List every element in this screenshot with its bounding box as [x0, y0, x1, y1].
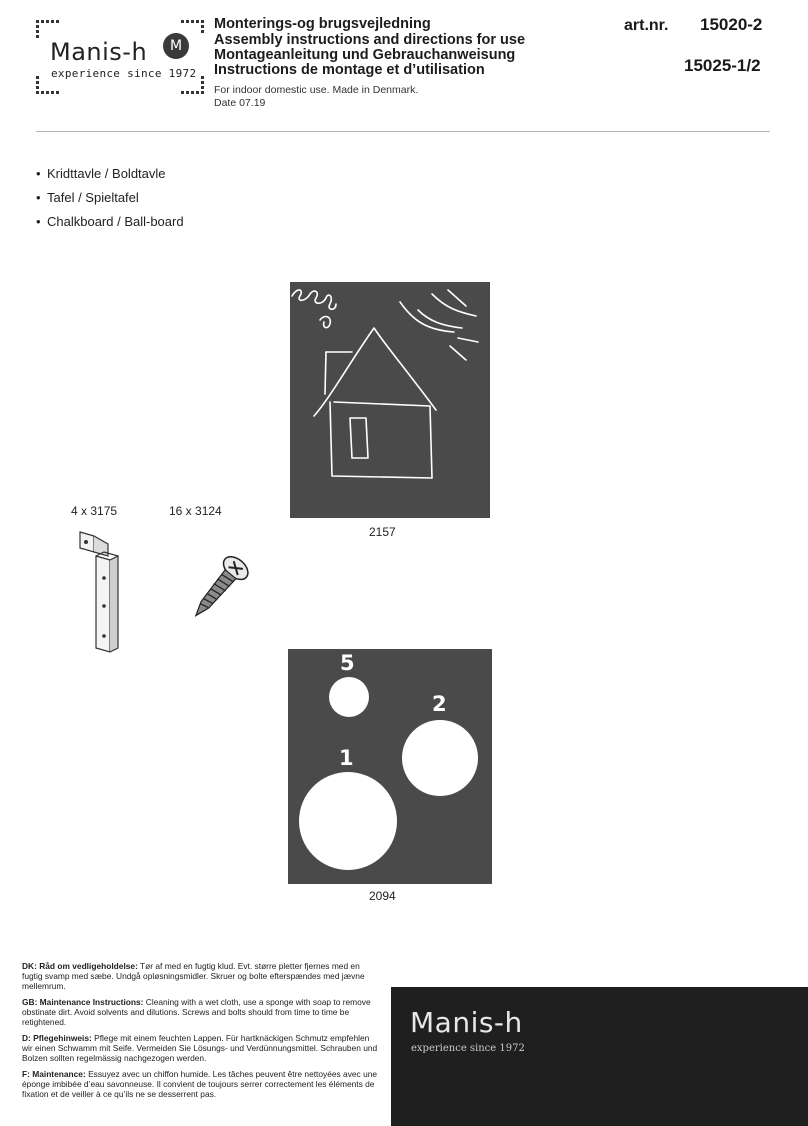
bracket-icon: [74, 530, 128, 661]
art-label: art.nr.: [624, 17, 669, 34]
maintenance-text: Essuyez avec un chiffon humide. Les tâches peuvent être nettoyées avec une éponge imbibée d’eau savonneuse. Il convient de toujours serrer correctement les éléments de fixation et de veiller à ce qu’ils ne se desserrent pas.: [22, 1069, 378, 1099]
art-number-2: 15025-1/2: [684, 56, 761, 75]
maintenance-dk: [22, 961, 382, 991]
logo-tagline: experience since 1972: [51, 67, 197, 80]
product-label: Tafel / Spieltafel: [47, 190, 139, 205]
chalkboard-code: 2157: [369, 525, 396, 539]
maintenance-fr: [22, 1069, 382, 1099]
date-note: Date 07.19: [214, 97, 266, 109]
product-item: • Chalkboard / Ball-board: [36, 214, 184, 229]
title-de: Montageanleitung und Gebrauchanweisung: [214, 47, 516, 63]
target-circles: [288, 649, 492, 884]
title-fr: Instructions de montage et d’utilisation: [214, 62, 485, 78]
art-number-1: 15020-2: [700, 15, 763, 34]
maintenance-heading: GB: Maintenance Instructions:: [22, 997, 144, 1007]
bracket-label: 4 x 3175: [71, 504, 118, 518]
product-item: • Tafel / Spieltafel: [36, 190, 139, 205]
product-item: • Kridttavle / Boldtavle: [36, 166, 166, 181]
ball-number-5: 5: [340, 651, 355, 675]
maintenance-text: Tør af med en fugtig klud. Evt. større pletter fjernes med en fugtig svamp med sæbe. Undgå opløsningsmidler. Skruer og bolte efterspændes med jævne mellemrum.: [22, 961, 365, 991]
maintenance-text: Pflege mit einem feuchten Lappen. Für hartknäckigen Schmutz empfehlen wir einen Schwamm mit Seife. Vermeiden Sie Lösungs- und Verdünnungsmittel. Schrauben und Bolzen sollten regelmässig nachgezogen werden.: [22, 1033, 378, 1063]
footer-tagline: experience since 1972: [411, 1043, 525, 1054]
ball-number-2: 2: [432, 692, 447, 716]
ball-number-1: 1: [339, 746, 354, 770]
maintenance-de: [22, 1033, 382, 1063]
ballboard-illustration: [288, 649, 492, 884]
screw-label: 16 x 3124: [169, 504, 222, 518]
ballboard-code: 2094: [369, 889, 396, 903]
usage-note: For indoor domestic use. Made in Denmark.: [214, 84, 419, 96]
house-drawing: [290, 282, 490, 518]
header-divider: [36, 131, 770, 132]
title-dk: Monterings-og brugsvejledning: [214, 16, 431, 32]
target-hole-5: [329, 677, 369, 717]
screw-icon: [184, 552, 254, 629]
maintenance-heading: F: Maintenance:: [22, 1069, 86, 1079]
logo-name: Manis-h: [50, 38, 148, 66]
target-hole-2: [402, 720, 478, 796]
title-gb: Assembly instructions and directions for use: [214, 32, 526, 48]
logo-badge: M: [163, 33, 189, 59]
target-hole-1: [299, 772, 397, 870]
maintenance-heading: DK: Råd om vedligeholdelse:: [22, 961, 138, 971]
product-label: Chalkboard / Ball-board: [47, 214, 184, 229]
maintenance-heading: D: Pflegehinweis:: [22, 1033, 92, 1043]
chalkboard-illustration: [290, 282, 490, 518]
footer-brand-name: Manis-h: [410, 1006, 523, 1039]
maintenance-gb: [22, 997, 382, 1027]
product-label: Kridttavle / Boldtavle: [47, 166, 166, 181]
maintenance-text: Cleaning with a wet cloth, use a sponge with soap to remove obstinate dirt. Avoid solvents and dilutions. Screws and bolts should from time to time be retightened.: [22, 997, 371, 1027]
